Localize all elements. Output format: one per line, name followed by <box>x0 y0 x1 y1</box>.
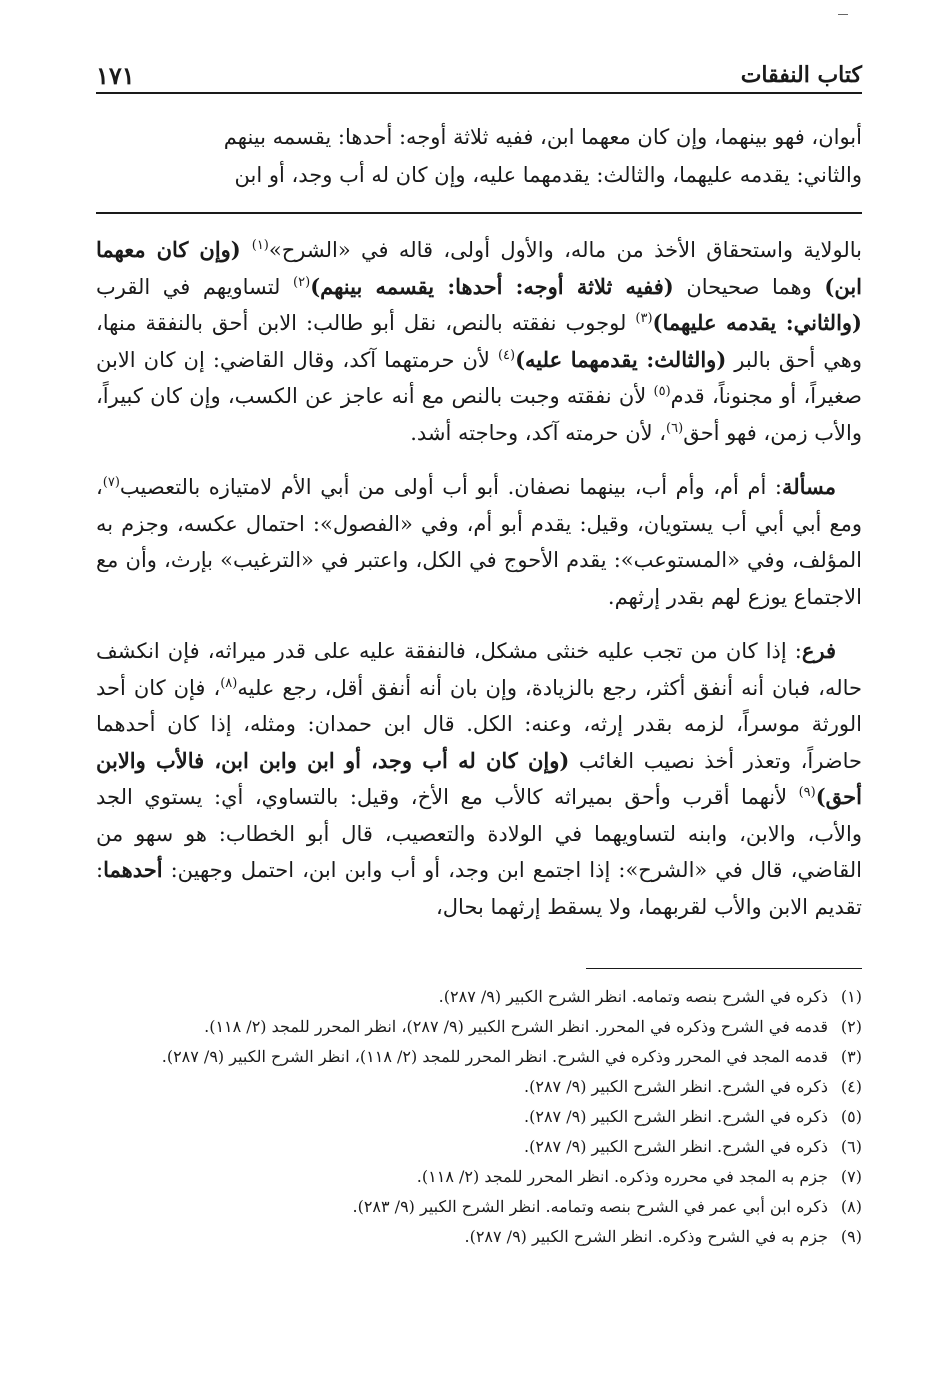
commentary-paragraph <box>96 469 862 615</box>
footnote <box>96 1012 862 1042</box>
footnotes <box>96 982 862 1252</box>
footnote-number: (٤) <box>840 1077 862 1096</box>
footnote <box>96 1132 862 1162</box>
footnote <box>96 1222 862 1252</box>
page-number: ١٧١ <box>96 61 135 90</box>
section-label: فرع <box>801 638 836 663</box>
footnote-text: ذكره في الشرح. انظر الشرح الكبير (٩/ ٢٨٧). <box>524 1107 828 1126</box>
footnote-text: ذكره في الشرح. انظر الشرح الكبير (٩/ ٢٨٧). <box>524 1137 828 1156</box>
footnote-number: (٣) <box>840 1047 862 1066</box>
text-span: لأن نفقته وجبت بالنص مع أنه عاجز عن الكسب، وإن كان كبيراً، والأب زمن، فهو أحق <box>96 384 862 445</box>
main-text-line: أبوان، فهو بينهما، وإن كان معهما ابن، ففيه ثلاثة أوجه: أحدها: يقسمه بينهم <box>223 125 862 149</box>
footnote-ref: (٣) <box>635 311 653 326</box>
footnote-ref: (٧) <box>102 475 120 490</box>
footnote <box>96 1192 862 1222</box>
bold-quote: (وإن كان له أب وجد، أو ابن وابن ابن، فالأب والابن أحق) <box>96 747 862 809</box>
text-span: بالولاية واستحقاق الأخذ من ماله، والأول أولى، قاله في «الشرح» <box>268 238 862 262</box>
footnote <box>96 1072 862 1102</box>
bold-quote: (والثاني: يقدمه عليهما) <box>652 310 862 335</box>
footnote-text: قدمه المجد في المحرر وذكره في الشرح. انظر المحرر للمجد (٢/ ١١٨)، انظر الشرح الكبير (٩/ ٢٨٧). <box>161 1047 828 1066</box>
footnote-text: ذكره في الشرح بنصه وتمامه. انظر الشرح الكبير (٩/ ٢٨٧). <box>438 987 828 1006</box>
footnote <box>96 1162 862 1192</box>
footnote-number: (٥) <box>840 1107 862 1126</box>
footnote <box>96 1042 862 1072</box>
footnote-ref: (٢) <box>293 274 311 290</box>
text-span: لأنهما أقرب وأحق بميراثه كالأب مع الأخ، وقيل: بالتساوي، أي: يستوي الجد والأب، والابن، وابنه لتساويهما في الولادة والتعصيب، قال أبو الخطاب: هو سهو من القاضي، قال في «الشرح»: إذا اجتمع ابن وجد، أو أب وابن ابن، احتمل وجهين: <box>96 785 862 882</box>
footnote-number: (٢) <box>840 1017 862 1036</box>
main-text <box>96 118 862 194</box>
book-page <box>96 0 862 1375</box>
footnote-text: قدمه في الشرح وذكره في المحرر. انظر الشرح الكبير (٩/ ٢٨٧)، انظر المحرر للمجد (٢/ ١١٨). <box>204 1017 828 1036</box>
footnote-ref: (٩) <box>798 785 816 800</box>
footnote-number: (٦) <box>840 1137 862 1156</box>
footnote-ref: (٨) <box>220 675 238 691</box>
bold-quote: (والثالث: يقدمهما عليه) <box>515 346 727 372</box>
bold-quote: (ففيه ثلاثة أوجه: أحدها: يقسمه بينهم) <box>310 273 674 299</box>
text-span: : تقديم الابن والأب لقربهما، ولا يسقط إرثهما بحال، <box>96 858 862 919</box>
text-span: ، فإن كان أحد الورثة موسراً، لزمه بقدر إرثه، وعنه: الكل. قال ابن حمدان: ومثله، إذا كان أحدهما حاضراً، وتعذر أخذ نصيب الغائب <box>96 675 862 773</box>
footnote-ref: (٦) <box>666 420 684 436</box>
main-text-divider <box>96 212 862 214</box>
commentary-paragraph <box>96 633 862 925</box>
bold-quote: (وإن كان معهما ابن) <box>96 237 862 299</box>
footnote-text: جزم به المجد في محرره وذكره. انظر المحرر للمجد (٢/ ١١٨). <box>416 1167 828 1186</box>
footnote-number: (١) <box>840 987 862 1006</box>
text-span: ، ومع أبي أبي أب يستويان، وقيل: يقدم أبو أم، وفي «الفصول»: احتمال عكسه، وجزم به المؤلف، وفي «المستوعب»: يقدم الأحوج في الكل، واعتبر في «الترغيب» بإرث، وأن مع الاجتماع يوزع لهم بقدر إرثهم. <box>96 475 862 609</box>
footnote-text: جزم به في الشرح وذكره. انظر الشرح الكبير (٩/ ٢٨٧). <box>464 1227 828 1246</box>
footnote <box>96 982 862 1012</box>
text-span: : إذا كان من تجب عليه خنثى مشكل، فالنفقة عليه على قدر ميراثه، فإن انكشف حاله، فبان أنه أنفق أكثر، رجع بالزيادة، وإن بان أنه أنفق أقل، رجع عليه <box>96 639 862 700</box>
text-span: لوجوب نفقته بالنص، نقل أبو طالب: الابن أحق بالنفقة منها، وهي أحق بالبر <box>96 311 863 372</box>
text-span: وهما صحيحان <box>673 274 825 299</box>
section-label: مسألة <box>781 474 836 499</box>
footnote-ref: (٥) <box>653 384 671 399</box>
footnote-number: (٩) <box>840 1227 862 1246</box>
text-span: لأن حرمتهما آكد، وقال القاضي: إن كان الابن صغيراً، أو مجنوناً، قدم <box>96 347 862 408</box>
chapter-title: كتاب النفقات <box>740 62 862 88</box>
footnote-text: ذكره ابن أبي عمر في الشرح بنصه وتمامه. انظر الشرح الكبير (٩/ ٢٨٣). <box>352 1197 828 1216</box>
footnote-divider <box>586 968 862 969</box>
footnote-number: (٨) <box>840 1197 862 1216</box>
footnote-number: (٧) <box>840 1167 862 1186</box>
footnote-ref: (٤) <box>497 347 516 363</box>
commentary-paragraph <box>96 232 862 451</box>
footnote-ref: (١) <box>251 238 269 253</box>
footnote-text: ذكره في الشرح. انظر الشرح الكبير (٩/ ٢٨٧). <box>524 1077 828 1096</box>
bold-quote: أحدهما <box>103 857 163 882</box>
text-span: لتساويهم في القرب <box>96 274 294 299</box>
text-span: ، لأن حرمته آكد، وحاجته أشد. <box>410 420 667 445</box>
footnote <box>96 1102 862 1132</box>
running-header <box>96 58 862 94</box>
text-span: : أم أم، وأم أب، بينهما نصفان. أبو أب أولى من أبي الأم لامتيازه بالتعصيب <box>119 475 782 499</box>
main-text-line: والثاني: يقدمه عليهما، والثالث: يقدمهما عليه، وإن كان له أب وجد، أو ابن <box>234 163 862 187</box>
commentary <box>96 232 862 943</box>
